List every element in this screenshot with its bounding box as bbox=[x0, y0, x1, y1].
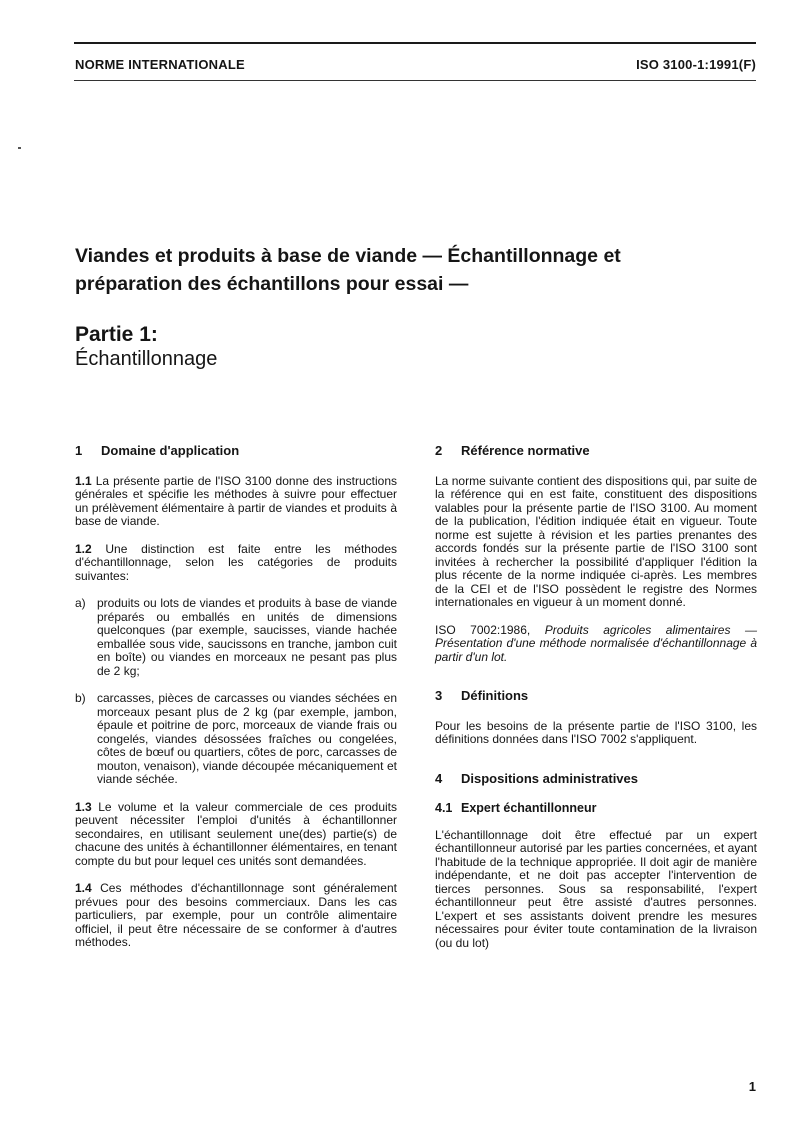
paragraph-1-1 bbox=[75, 475, 397, 529]
paragraph-number: 1.2 bbox=[75, 541, 92, 556]
paragraph-text: Une distinction est faite entre les méthodes d'échantillonnage, selon les catégories de produits suivantes: bbox=[75, 541, 397, 583]
section-number: 3 bbox=[435, 688, 443, 703]
title-line-2: préparation des échantillons pour essai — bbox=[75, 273, 469, 295]
paragraph-number: 1.4 bbox=[75, 881, 92, 895]
paragraph-4-1-text: L'échantillonnage doit être effectué par un expert échantillonneur autorisé par les parties concernées, et ayant l'habitude de la technique appropriée. Il doit agir de manière indépendante, et ne doit pas accepter l'intervention de tierces personnes. Sous sa responsabilité, l'expert échantillonneur peut être assisté d'autres personnes. L'expert et ses assistants doivent prendre les mesures nécessaires pour éviter toute contamination de la livraison (ou du lot) bbox=[435, 827, 757, 950]
part-label: Partie 1: bbox=[75, 323, 158, 346]
section-number: 2 bbox=[435, 443, 443, 458]
section-title: Définitions bbox=[461, 688, 529, 703]
list-label: a) bbox=[75, 596, 86, 610]
list-text: produits ou lots de viandes et produits à base de viande préparés ou emballés en unités de dimensions quelconques (par exemple, saucisses, viande hachée emballée sous vide, saucissons en tranche, jambon cuit en boîte) ou viandes en morceaux ne pesant pas plus de 2 kg; bbox=[97, 596, 397, 678]
paragraph-1-2 bbox=[75, 543, 397, 584]
header-standard-number: ISO 3100-1:1991(F) bbox=[636, 57, 756, 72]
subsection-4-1-heading bbox=[435, 802, 757, 816]
reference-code: ISO 7002:1986, bbox=[435, 622, 531, 637]
list-text: carcasses, pièces de carcasses ou viandes séchées en morceaux pesant plus de 2 kg (par exemple, jambon, épaule et poitrine de porc, morceaux de viande frais ou congelés, viandes désossées fraîches ou congelées, côtes de bœuf ou quartiers, côtes de porc, carcasses de mouton, venaison), viande découpée mécaniquement et viande séchée. bbox=[97, 691, 397, 786]
section-number: 4 bbox=[435, 770, 443, 786]
section-1-heading bbox=[75, 444, 397, 458]
section-number: 1 bbox=[75, 443, 83, 458]
section-title: Référence normative bbox=[461, 443, 590, 458]
margin-mark bbox=[18, 147, 21, 149]
reference-title: Produits agricoles alimentaires — Présentation d'une méthode normalisée d'échantillonnage à partir d'un lot. bbox=[435, 622, 757, 664]
right-column bbox=[435, 444, 757, 964]
paragraph-2-text: La norme suivante contient des dispositions qui, par suite de la référence qui en est faite, constituent des dispositions valables pour la présente partie de l'ISO 3100. Au moment de la publication, l'édition indiquée était en vigueur. Toute norme est sujette à révision et les parties prenantes des accords fondés sur la présente partie de l'ISO 3100 sont invitées à rechercher la possibilité d'appliquer l'édition la plus récente de la norme indiquée ci-après. Les membres de la CEI et de l'ISO possèdent le registre des Normes internationales en vigueur à un moment donné. bbox=[435, 473, 757, 609]
paragraph-text: Le volume et la valeur commerciale de ces produits peuvent nécessiter l'emploi d'unités à échantillonner secondaires, en utilisant seulement une(des) partie(s) de chacune des unités à échantillonner élémentaires, en tenant compte du but pour lequel ces unités sont demandées. bbox=[75, 799, 397, 868]
list-item-a bbox=[75, 597, 397, 678]
list-label: b) bbox=[75, 691, 86, 705]
list-item-b bbox=[75, 692, 397, 787]
section-title: Domaine d'application bbox=[101, 443, 240, 458]
section-4-heading bbox=[435, 772, 757, 786]
document-title bbox=[75, 242, 765, 298]
section-3-heading bbox=[435, 689, 757, 703]
section-2-heading bbox=[435, 444, 757, 458]
subsection-number: 4.1 bbox=[435, 801, 453, 815]
paragraph-text: Ces méthodes d'échantillonnage sont généralement prévues pour des besoins commerciaux. Dans les cas particuliers, par exemple, pour un contrôle alimentaire officiel, il peut être nécessaire de se conformer à d'autres méthodes. bbox=[75, 881, 397, 949]
title-line-1: Viandes et produits à base de viande — Échantillonnage et bbox=[75, 245, 621, 267]
paragraph-3-text: Pour les besoins de la présente partie de l'ISO 3100, les définitions données dans l'ISO 7002 s'appliquent. bbox=[435, 718, 757, 746]
page-number: 1 bbox=[748, 1079, 756, 1094]
paragraph-number: 1.3 bbox=[75, 799, 92, 814]
section-title: Dispositions administratives bbox=[461, 770, 638, 786]
left-column bbox=[75, 444, 397, 964]
subsection-title: Expert échantillonneur bbox=[461, 801, 597, 815]
normative-reference bbox=[435, 624, 757, 665]
paragraph-1-4 bbox=[75, 882, 397, 950]
header-document-type: NORME INTERNATIONALE bbox=[75, 57, 245, 72]
paragraph-number: 1.1 bbox=[75, 473, 92, 488]
paragraph-1-3 bbox=[75, 801, 397, 869]
header-bottom-rule bbox=[74, 80, 756, 81]
part-subtitle: Échantillonnage bbox=[75, 348, 218, 370]
paragraph-text: La présente partie de l'ISO 3100 donne des instructions générales et spécifie les méthodes à suivre pour effectuer un prélèvement élémentaire à partir de viandes et produits à base de viande. bbox=[75, 473, 397, 528]
header-top-rule bbox=[74, 42, 756, 44]
